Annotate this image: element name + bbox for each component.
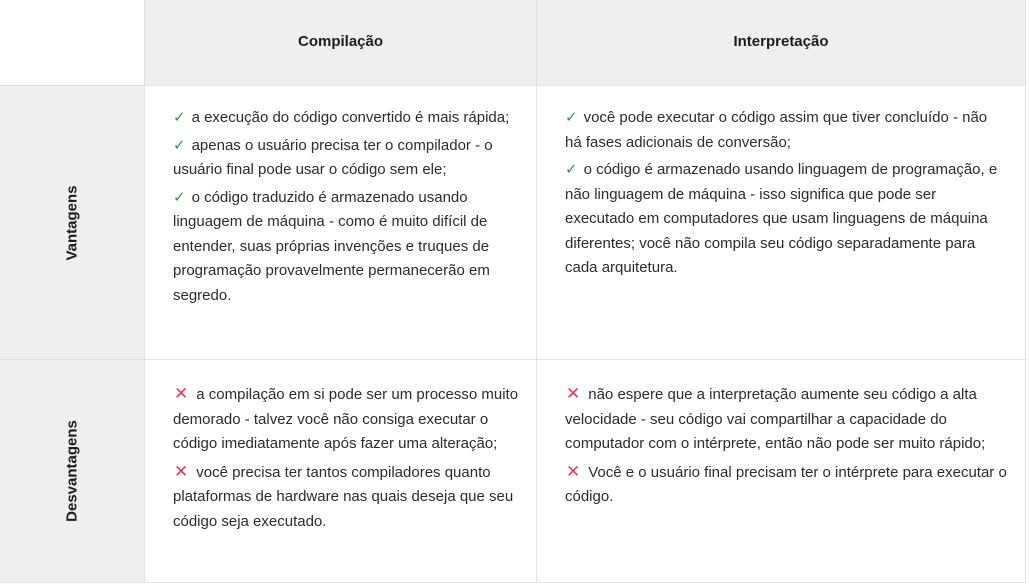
cell-disadvantages-compilation: [145, 360, 537, 583]
item-text: o código traduzido é armazenado usando linguagem de máquina - como é muito difícil de entender, suas próprias invenções e truques de programação provavelmente permanecerão em segredo.: [173, 188, 490, 304]
item-text: Você e o usuário final precisam ter o intérprete para executar o código.: [565, 463, 1007, 505]
item-text: você pode executar o código assim que tiver concluído - não há fases adicionais de conversão;: [565, 109, 988, 151]
row-header-advantages-label: Vantagens: [63, 184, 81, 261]
item-text: não espere que a interpretação aumente seu código a alta velocidade - seu código vai compartilhar a capacidade do computador com o intérprete, então não pode ser muito rápido;: [565, 386, 986, 452]
row-header-disadvantages: [0, 360, 145, 583]
list-item: [565, 158, 1007, 281]
row-header-advantages: [0, 86, 145, 360]
cross-icon: ✕: [566, 461, 581, 481]
cross-icon: ✕: [174, 461, 189, 481]
list-item: [565, 460, 1007, 510]
row-header-disadvantages-label: Desvantagens: [63, 420, 81, 522]
list-item: [565, 106, 1007, 155]
item-text: você precisa ter tantos compiladores quanto plataformas de hardware nas quais deseja que seu código seja executado.: [173, 463, 514, 530]
list-item: [173, 186, 528, 309]
check-icon: ✓: [173, 188, 186, 206]
cross-icon: ✕: [174, 384, 189, 403]
column-header-compilation: Compilação: [145, 0, 537, 86]
item-text: apenas o usuário precisa ter o compilador - o usuário final pode usar o código sem ele;: [173, 136, 493, 178]
column-header-interpretation: Interpretação: [537, 0, 1026, 86]
list-item: [173, 134, 528, 183]
cell-advantages-compilation: [145, 86, 537, 360]
table-corner: [0, 0, 145, 86]
check-icon: ✓: [173, 109, 186, 126]
check-icon: ✓: [173, 136, 186, 154]
check-icon: ✓: [565, 109, 578, 126]
cell-disadvantages-interpretation: [537, 360, 1026, 583]
cell-advantages-interpretation: [537, 86, 1026, 360]
check-icon: ✓: [565, 161, 578, 178]
list-item: [173, 382, 528, 457]
item-text: o código é armazenado usando linguagem de programação, e não linguagem de máquina - isso significa que pode ser executado em computadores que usam linguagens de máquina diferentes; você não compila seu código separadamente para cada arquitetura.: [565, 161, 998, 276]
item-text: a execução do código convertido é mais rápida;: [191, 109, 510, 126]
list-item: [565, 382, 1007, 457]
item-text: a compilação em si pode ser um processo muito demorado - talvez você não consiga executar o código imediatamente após fazer uma alteração;: [173, 386, 519, 452]
list-item: [173, 460, 528, 535]
list-item: [173, 106, 528, 131]
cross-icon: ✕: [566, 384, 581, 403]
